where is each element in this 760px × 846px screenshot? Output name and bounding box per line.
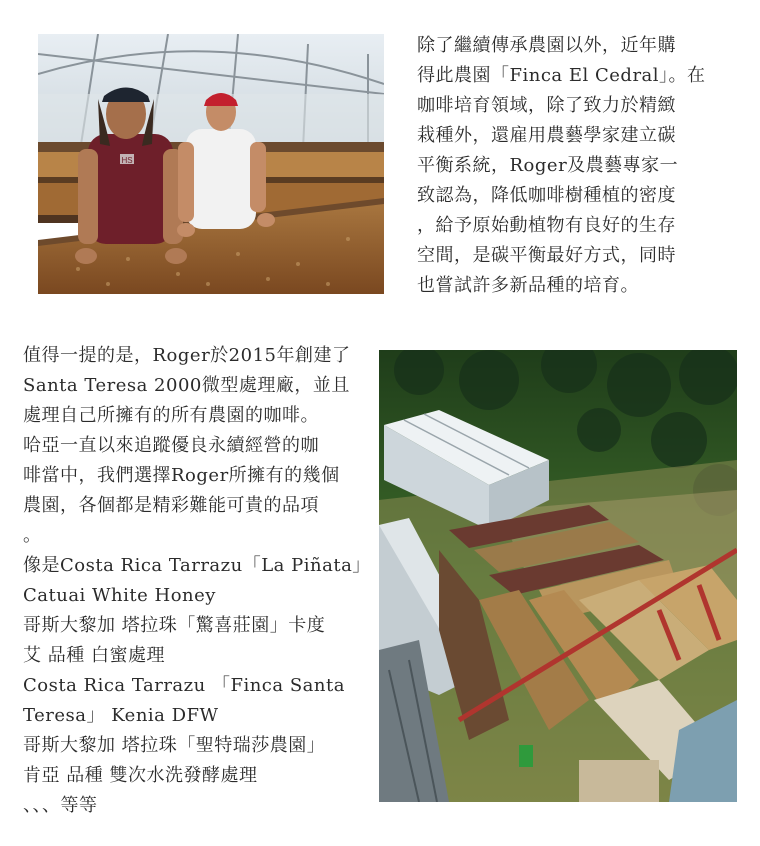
text-line: 致認為，降低咖啡樹種植的密度 (417, 185, 676, 206)
text-line: Santa Teresa 2000微型處理廠，並且 (23, 375, 350, 396)
text-line: 、、、等等 (23, 795, 98, 816)
text-line: 也嘗試許多新品種的培育。 (417, 275, 639, 296)
text-line: 栽種外，還雇用農藝學家建立碳 (417, 125, 676, 146)
photo-micro-mill-aerial (379, 350, 737, 802)
text-line: 咖啡培育領域，除了致力於精緻 (417, 95, 676, 116)
text-line: 像是Costa Rica Tarrazu「La Piñata」 (23, 555, 371, 576)
text-line: 艾 品種 白蜜處理 (23, 645, 165, 666)
shirt-logo: HS (121, 156, 133, 165)
text-line: 肯亞 品種 雙次水洗發酵處理 (23, 765, 258, 786)
text-line: 農園，各個都是精彩難能可貴的品項 (23, 495, 319, 516)
text-line: 。 (23, 525, 42, 546)
text-line: 除了繼續傳承農園以外，近年購 (417, 35, 676, 56)
text-line: 哥斯大黎加 塔拉珠「驚喜莊園」卡度 (23, 615, 326, 636)
text-line: 啡當中，我們選擇Roger所擁有的幾個 (23, 465, 340, 486)
text-line: 哈亞一直以來追蹤優良永續經營的咖 (23, 435, 319, 456)
text-line: 平衡系統，Roger及農藝專家一 (417, 155, 679, 176)
text-line: 哥斯大黎加 塔拉珠「聖特瑞莎農園」 (23, 735, 326, 756)
text-line: 值得一提的是，Roger於2015年創建了 (23, 345, 351, 366)
text-line: 空間，是碳平衡最好方式，同時 (417, 245, 676, 266)
text-line: 處理自己所擁有的所有農園的咖啡。 (23, 405, 319, 426)
text-line: Costa Rica Tarrazu 「Finca Santa (23, 675, 345, 696)
text-line: Teresa」 Kenia DFW (23, 705, 219, 726)
text-line: Catuai White Honey (23, 585, 216, 606)
text-line: ，給予原始動植物有良好的生存 (417, 215, 676, 236)
text-line: 得此農園「Finca El Cedral」。在 (417, 65, 706, 86)
mill-description-text (23, 341, 373, 821)
farm-intro-text (417, 31, 737, 301)
photo-farmers-greenhouse (38, 34, 384, 294)
